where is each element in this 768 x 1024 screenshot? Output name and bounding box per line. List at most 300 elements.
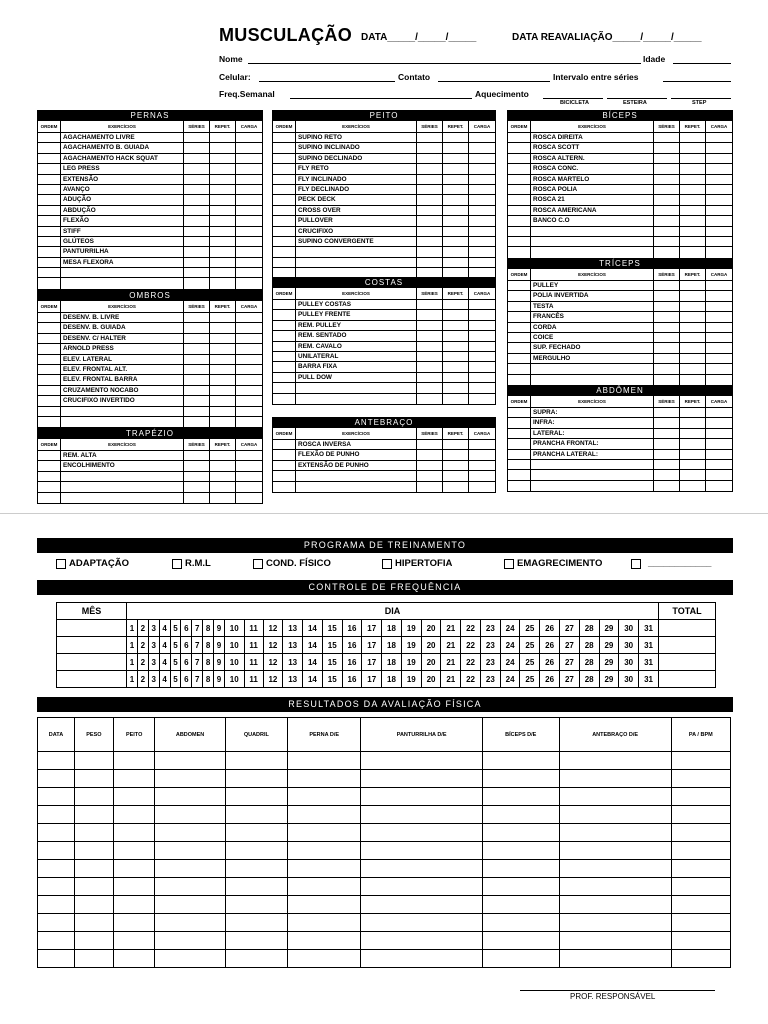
result-cell[interactable]: [74, 824, 113, 842]
series-cell[interactable]: [654, 343, 680, 352]
order-cell[interactable]: [38, 323, 61, 332]
day-cell[interactable]: 19: [401, 637, 421, 654]
day-cell[interactable]: 28: [579, 620, 599, 637]
reps-cell[interactable]: [210, 375, 236, 384]
day-cell[interactable]: 11: [244, 637, 263, 654]
result-cell[interactable]: [155, 770, 225, 788]
series-cell[interactable]: [654, 333, 680, 342]
result-cell[interactable]: [287, 878, 360, 896]
result-cell[interactable]: [361, 770, 482, 788]
reps-cell[interactable]: [443, 482, 469, 492]
reps-cell[interactable]: [443, 143, 469, 152]
reps-cell[interactable]: [210, 268, 236, 277]
checkbox[interactable]: [631, 559, 641, 569]
result-cell[interactable]: [38, 824, 75, 842]
option-adaptacao[interactable]: ADAPTAÇÃO: [56, 558, 129, 569]
series-cell[interactable]: [654, 227, 680, 236]
load-cell[interactable]: [706, 281, 732, 290]
reps-cell[interactable]: [680, 439, 706, 448]
load-cell[interactable]: [706, 227, 732, 236]
day-cell[interactable]: 26: [540, 671, 560, 688]
day-cell[interactable]: 14: [303, 671, 323, 688]
load-cell[interactable]: [236, 365, 262, 374]
order-cell[interactable]: [508, 164, 531, 173]
day-cell[interactable]: 3: [148, 620, 159, 637]
result-cell[interactable]: [38, 752, 75, 770]
load-cell[interactable]: [706, 143, 732, 152]
phone-field[interactable]: [259, 81, 395, 82]
order-cell[interactable]: [508, 302, 531, 311]
day-cell[interactable]: 2: [137, 671, 148, 688]
order-cell[interactable]: [273, 471, 296, 480]
day-cell[interactable]: 15: [322, 654, 342, 671]
result-cell[interactable]: [113, 914, 155, 932]
order-cell[interactable]: [38, 493, 61, 503]
order-cell[interactable]: [273, 216, 296, 225]
order-cell[interactable]: [508, 143, 531, 152]
reps-cell[interactable]: [680, 237, 706, 246]
day-cell[interactable]: 10: [224, 637, 244, 654]
result-cell[interactable]: [671, 806, 730, 824]
order-cell[interactable]: [508, 247, 531, 257]
load-cell[interactable]: [469, 383, 495, 392]
load-cell[interactable]: [469, 227, 495, 236]
order-cell[interactable]: [273, 440, 296, 449]
day-cell[interactable]: 30: [619, 620, 639, 637]
reps-cell[interactable]: [680, 354, 706, 363]
order-cell[interactable]: [273, 164, 296, 173]
day-cell[interactable]: 18: [382, 654, 402, 671]
order-cell[interactable]: [508, 481, 531, 491]
order-cell[interactable]: [508, 418, 531, 427]
reps-cell[interactable]: [210, 154, 236, 163]
day-cell[interactable]: 22: [461, 620, 481, 637]
load-cell[interactable]: [236, 461, 262, 470]
reps-cell[interactable]: [210, 175, 236, 184]
day-cell[interactable]: 20: [421, 671, 441, 688]
rest-interval-field[interactable]: [663, 81, 731, 82]
load-cell[interactable]: [236, 154, 262, 163]
reps-cell[interactable]: [443, 258, 469, 267]
order-cell[interactable]: [273, 143, 296, 152]
day-cell[interactable]: 4: [159, 637, 170, 654]
load-cell[interactable]: [236, 195, 262, 204]
result-cell[interactable]: [482, 860, 559, 878]
order-cell[interactable]: [38, 461, 61, 470]
result-cell[interactable]: [482, 914, 559, 932]
result-cell[interactable]: [113, 860, 155, 878]
day-cell[interactable]: 3: [148, 654, 159, 671]
reps-cell[interactable]: [210, 143, 236, 152]
day-cell[interactable]: 8: [203, 637, 214, 654]
day-cell[interactable]: 9: [214, 620, 225, 637]
day-cell[interactable]: 30: [619, 654, 639, 671]
reps-cell[interactable]: [680, 143, 706, 152]
day-cell[interactable]: 18: [382, 637, 402, 654]
series-cell[interactable]: [417, 237, 443, 246]
order-cell[interactable]: [273, 185, 296, 194]
order-cell[interactable]: [508, 175, 531, 184]
result-cell[interactable]: [482, 752, 559, 770]
reps-cell[interactable]: [443, 440, 469, 449]
reps-cell[interactable]: [443, 300, 469, 309]
series-cell[interactable]: [184, 451, 210, 460]
load-cell[interactable]: [706, 185, 732, 194]
series-cell[interactable]: [654, 143, 680, 152]
order-cell[interactable]: [508, 354, 531, 363]
reps-cell[interactable]: [210, 407, 236, 416]
load-cell[interactable]: [706, 206, 732, 215]
day-cell[interactable]: 26: [540, 654, 560, 671]
order-cell[interactable]: [38, 334, 61, 343]
day-cell[interactable]: 2: [137, 654, 148, 671]
order-cell[interactable]: [38, 417, 61, 427]
day-cell[interactable]: 12: [263, 654, 283, 671]
order-cell[interactable]: [273, 321, 296, 330]
series-cell[interactable]: [417, 247, 443, 256]
day-cell[interactable]: 13: [283, 671, 303, 688]
result-cell[interactable]: [287, 770, 360, 788]
result-cell[interactable]: [361, 950, 482, 968]
reps-cell[interactable]: [443, 383, 469, 392]
day-cell[interactable]: 4: [159, 620, 170, 637]
reps-cell[interactable]: [680, 175, 706, 184]
result-cell[interactable]: [559, 752, 671, 770]
result-cell[interactable]: [113, 806, 155, 824]
reps-cell[interactable]: [210, 417, 236, 427]
result-cell[interactable]: [38, 806, 75, 824]
result-cell[interactable]: [225, 860, 287, 878]
day-cell[interactable]: 29: [599, 654, 619, 671]
total-cell[interactable]: [659, 654, 716, 671]
order-cell[interactable]: [273, 461, 296, 470]
month-cell[interactable]: [57, 637, 127, 654]
load-cell[interactable]: [236, 206, 262, 215]
load-cell[interactable]: [236, 407, 262, 416]
reps-cell[interactable]: [680, 291, 706, 300]
reps-cell[interactable]: [443, 471, 469, 480]
result-cell[interactable]: [225, 932, 287, 950]
day-cell[interactable]: 18: [382, 671, 402, 688]
result-cell[interactable]: [559, 824, 671, 842]
order-cell[interactable]: [38, 216, 61, 225]
series-cell[interactable]: [654, 302, 680, 311]
series-cell[interactable]: [654, 247, 680, 257]
order-cell[interactable]: [38, 355, 61, 364]
day-cell[interactable]: 27: [560, 620, 580, 637]
load-cell[interactable]: [236, 258, 262, 267]
load-cell[interactable]: [706, 450, 732, 459]
load-cell[interactable]: [706, 333, 732, 342]
load-cell[interactable]: [236, 355, 262, 364]
result-cell[interactable]: [113, 752, 155, 770]
day-cell[interactable]: 16: [342, 637, 362, 654]
order-cell[interactable]: [38, 278, 61, 288]
reps-cell[interactable]: [443, 352, 469, 361]
reps-cell[interactable]: [443, 133, 469, 142]
day-cell[interactable]: 2: [137, 620, 148, 637]
result-cell[interactable]: [74, 896, 113, 914]
reps-cell[interactable]: [680, 333, 706, 342]
day-cell[interactable]: 7: [192, 671, 203, 688]
reps-cell[interactable]: [680, 247, 706, 257]
result-cell[interactable]: [38, 788, 75, 806]
day-cell[interactable]: 12: [263, 620, 283, 637]
signature-line[interactable]: [520, 990, 715, 991]
reps-cell[interactable]: [210, 323, 236, 332]
load-cell[interactable]: [236, 493, 262, 503]
load-cell[interactable]: [236, 482, 262, 491]
series-cell[interactable]: [184, 227, 210, 236]
result-cell[interactable]: [287, 932, 360, 950]
result-cell[interactable]: [155, 788, 225, 806]
series-cell[interactable]: [184, 247, 210, 256]
month-cell[interactable]: [57, 654, 127, 671]
series-cell[interactable]: [417, 331, 443, 340]
result-cell[interactable]: [559, 932, 671, 950]
series-cell[interactable]: [417, 175, 443, 184]
reps-cell[interactable]: [210, 461, 236, 470]
day-cell[interactable]: 11: [244, 620, 263, 637]
reps-cell[interactable]: [443, 310, 469, 319]
series-cell[interactable]: [417, 450, 443, 459]
order-cell[interactable]: [273, 300, 296, 309]
series-cell[interactable]: [654, 164, 680, 173]
load-cell[interactable]: [706, 312, 732, 321]
reps-cell[interactable]: [680, 312, 706, 321]
load-cell[interactable]: [706, 418, 732, 427]
series-cell[interactable]: [654, 175, 680, 184]
result-cell[interactable]: [225, 842, 287, 860]
result-cell[interactable]: [74, 788, 113, 806]
day-cell[interactable]: 12: [263, 671, 283, 688]
series-cell[interactable]: [417, 227, 443, 236]
reevaluation-date-field[interactable]: DATA REAVALIAÇÃO_____/_____/_____: [512, 32, 702, 43]
day-cell[interactable]: 17: [362, 671, 382, 688]
series-cell[interactable]: [654, 206, 680, 215]
load-cell[interactable]: [469, 352, 495, 361]
day-cell[interactable]: 31: [639, 620, 659, 637]
day-cell[interactable]: 20: [421, 654, 441, 671]
series-cell[interactable]: [184, 472, 210, 481]
result-cell[interactable]: [113, 932, 155, 950]
series-cell[interactable]: [184, 355, 210, 364]
result-cell[interactable]: [671, 950, 730, 968]
series-cell[interactable]: [654, 281, 680, 290]
day-cell[interactable]: 21: [441, 654, 461, 671]
load-cell[interactable]: [469, 195, 495, 204]
day-cell[interactable]: 30: [619, 637, 639, 654]
total-cell[interactable]: [659, 637, 716, 654]
day-cell[interactable]: 24: [500, 637, 520, 654]
order-cell[interactable]: [38, 375, 61, 384]
result-cell[interactable]: [671, 824, 730, 842]
result-cell[interactable]: [482, 932, 559, 950]
load-cell[interactable]: [236, 237, 262, 246]
day-cell[interactable]: 25: [520, 620, 540, 637]
reps-cell[interactable]: [210, 493, 236, 503]
load-cell[interactable]: [236, 247, 262, 256]
result-cell[interactable]: [38, 950, 75, 968]
series-cell[interactable]: [417, 300, 443, 309]
reps-cell[interactable]: [210, 451, 236, 460]
day-cell[interactable]: 24: [500, 654, 520, 671]
reps-cell[interactable]: [210, 216, 236, 225]
result-cell[interactable]: [155, 950, 225, 968]
day-cell[interactable]: 16: [342, 671, 362, 688]
result-cell[interactable]: [155, 932, 225, 950]
reps-cell[interactable]: [680, 302, 706, 311]
day-cell[interactable]: 31: [639, 654, 659, 671]
result-cell[interactable]: [671, 896, 730, 914]
day-cell[interactable]: 7: [192, 637, 203, 654]
reps-cell[interactable]: [443, 216, 469, 225]
series-cell[interactable]: [417, 440, 443, 449]
day-cell[interactable]: 10: [224, 620, 244, 637]
result-cell[interactable]: [559, 788, 671, 806]
load-cell[interactable]: [706, 216, 732, 225]
series-cell[interactable]: [654, 460, 680, 469]
result-cell[interactable]: [113, 896, 155, 914]
order-cell[interactable]: [508, 364, 531, 373]
load-cell[interactable]: [469, 216, 495, 225]
result-cell[interactable]: [287, 842, 360, 860]
day-cell[interactable]: 29: [599, 671, 619, 688]
load-cell[interactable]: [469, 342, 495, 351]
reps-cell[interactable]: [443, 450, 469, 459]
result-cell[interactable]: [559, 806, 671, 824]
day-cell[interactable]: 16: [342, 620, 362, 637]
result-cell[interactable]: [38, 914, 75, 932]
result-cell[interactable]: [225, 914, 287, 932]
reps-cell[interactable]: [210, 247, 236, 256]
reps-cell[interactable]: [210, 396, 236, 405]
order-cell[interactable]: [273, 195, 296, 204]
option-hipertofia[interactable]: HIPERTOFIA: [382, 558, 452, 569]
result-cell[interactable]: [361, 914, 482, 932]
load-cell[interactable]: [469, 154, 495, 163]
contact-field[interactable]: [438, 81, 550, 82]
result-cell[interactable]: [38, 860, 75, 878]
result-cell[interactable]: [225, 770, 287, 788]
day-cell[interactable]: 23: [480, 620, 500, 637]
result-cell[interactable]: [155, 896, 225, 914]
result-cell[interactable]: [671, 932, 730, 950]
reps-cell[interactable]: [680, 481, 706, 491]
day-cell[interactable]: 20: [421, 620, 441, 637]
order-cell[interactable]: [273, 227, 296, 236]
day-cell[interactable]: 5: [170, 637, 181, 654]
load-cell[interactable]: [706, 354, 732, 363]
day-cell[interactable]: 11: [244, 654, 263, 671]
reps-cell[interactable]: [680, 460, 706, 469]
series-cell[interactable]: [654, 195, 680, 204]
series-cell[interactable]: [417, 461, 443, 470]
result-cell[interactable]: [671, 914, 730, 932]
result-cell[interactable]: [155, 752, 225, 770]
day-cell[interactable]: 10: [224, 654, 244, 671]
reps-cell[interactable]: [443, 185, 469, 194]
series-cell[interactable]: [184, 386, 210, 395]
order-cell[interactable]: [273, 175, 296, 184]
day-cell[interactable]: 19: [401, 654, 421, 671]
day-cell[interactable]: 31: [639, 637, 659, 654]
reps-cell[interactable]: [680, 185, 706, 194]
load-cell[interactable]: [706, 247, 732, 257]
series-cell[interactable]: [184, 268, 210, 277]
series-cell[interactable]: [417, 154, 443, 163]
load-cell[interactable]: [236, 417, 262, 427]
reps-cell[interactable]: [443, 154, 469, 163]
day-cell[interactable]: 15: [322, 671, 342, 688]
result-cell[interactable]: [225, 788, 287, 806]
result-cell[interactable]: [671, 878, 730, 896]
result-cell[interactable]: [559, 842, 671, 860]
day-cell[interactable]: 15: [322, 637, 342, 654]
day-cell[interactable]: 9: [214, 637, 225, 654]
order-cell[interactable]: [508, 185, 531, 194]
day-cell[interactable]: 25: [520, 654, 540, 671]
reps-cell[interactable]: [680, 470, 706, 479]
load-cell[interactable]: [706, 302, 732, 311]
order-cell[interactable]: [273, 352, 296, 361]
result-cell[interactable]: [287, 860, 360, 878]
result-cell[interactable]: [225, 824, 287, 842]
day-cell[interactable]: 1: [127, 620, 138, 637]
day-cell[interactable]: 26: [540, 620, 560, 637]
reps-cell[interactable]: [210, 206, 236, 215]
day-cell[interactable]: 21: [441, 620, 461, 637]
load-cell[interactable]: [236, 185, 262, 194]
day-cell[interactable]: 18: [382, 620, 402, 637]
result-cell[interactable]: [38, 770, 75, 788]
load-cell[interactable]: [706, 439, 732, 448]
option-other[interactable]: ____________: [631, 558, 711, 569]
reps-cell[interactable]: [680, 227, 706, 236]
load-cell[interactable]: [469, 471, 495, 480]
order-cell[interactable]: [508, 227, 531, 236]
load-cell[interactable]: [706, 364, 732, 373]
series-cell[interactable]: [654, 364, 680, 373]
result-cell[interactable]: [225, 878, 287, 896]
order-cell[interactable]: [508, 206, 531, 215]
order-cell[interactable]: [273, 133, 296, 142]
reps-cell[interactable]: [210, 237, 236, 246]
series-cell[interactable]: [184, 133, 210, 142]
day-cell[interactable]: 1: [127, 637, 138, 654]
result-cell[interactable]: [113, 878, 155, 896]
series-cell[interactable]: [417, 195, 443, 204]
result-cell[interactable]: [38, 878, 75, 896]
day-cell[interactable]: 13: [283, 620, 303, 637]
order-cell[interactable]: [273, 237, 296, 246]
order-cell[interactable]: [38, 386, 61, 395]
reps-cell[interactable]: [680, 323, 706, 332]
order-cell[interactable]: [508, 333, 531, 342]
day-cell[interactable]: 5: [170, 671, 181, 688]
load-cell[interactable]: [469, 321, 495, 330]
order-cell[interactable]: [38, 268, 61, 277]
series-cell[interactable]: [654, 418, 680, 427]
order-cell[interactable]: [508, 195, 531, 204]
series-cell[interactable]: [654, 323, 680, 332]
result-cell[interactable]: [559, 914, 671, 932]
result-cell[interactable]: [225, 950, 287, 968]
reps-cell[interactable]: [680, 375, 706, 385]
order-cell[interactable]: [273, 373, 296, 382]
series-cell[interactable]: [417, 164, 443, 173]
order-cell[interactable]: [273, 362, 296, 371]
